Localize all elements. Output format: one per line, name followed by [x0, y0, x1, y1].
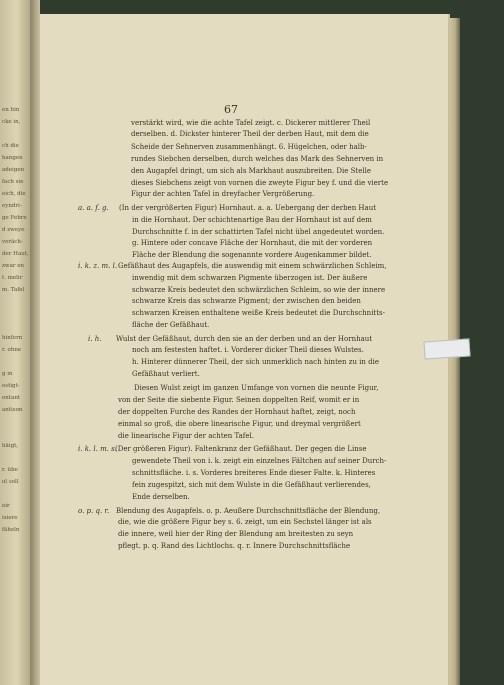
- gutter-text: isiere: [2, 515, 18, 521]
- text-line: schwarze Kreis bedeutet den schwärzlichen Schleim, so wie der innere: [132, 286, 386, 294]
- text-line: schwarze Kreis das schwarze Pigment; der zwischen den beiden: [132, 297, 361, 305]
- gutter-text: ol soll: [2, 479, 19, 485]
- text-line: fläche der Gefäßhaut.: [132, 321, 210, 329]
- gutter-text: eir: [2, 503, 10, 509]
- gutter-text: antison: [2, 407, 23, 413]
- text-line: Figur der achten Tafel in dreyfacher Vergrößerung.: [131, 190, 315, 198]
- text-line: (In der vergrößerten Figur) Hornhaut. a. a. Uebergang der derben Haut: [119, 204, 377, 212]
- gutter-text: zwar en: [2, 263, 25, 269]
- text-line: schwarzen Kreisen enthaltene weiße Kreis bedeutet die Durchschnitts-: [132, 309, 386, 317]
- entry-label: i. k. z. m. l.: [78, 262, 118, 270]
- gutter-text: r. übe: [2, 467, 18, 473]
- text-line: den Augapfel dringt, um sich als Markhaut auszubreiten. Die Stelle: [131, 167, 371, 175]
- text-line: rundes Siebchen derselben, durch welches das Mark des Sehnerven in: [131, 155, 384, 163]
- page-number: 67: [224, 103, 238, 116]
- entry-label: i. h.: [88, 335, 102, 343]
- gutter-text: fäheln: [2, 527, 20, 533]
- text-line: Blendung des Augapfels. o. p. Aeußere Durchschnittsfläche der Blendung,: [116, 507, 381, 515]
- text-line: g. Hintere oder concave Fläche der Hornhaut, die mit der vorderen: [132, 239, 373, 247]
- text-line: Durchschnitte f. in der schattirten Tafel nicht übel angedeutet worden.: [132, 228, 385, 236]
- text-line: Ende derselben.: [132, 493, 190, 501]
- text-line: (Der größeren Figur). Faltenkranz der Gefäßhaut. Der gegen die Linse: [115, 445, 367, 453]
- text-line: noch am festesten haftet. i. Vorderer dicker Theil dieses Wulstes.: [132, 346, 364, 354]
- entry-label: a. a. f. g.: [78, 204, 109, 212]
- gutter-text: hangen: [2, 155, 23, 161]
- text-line: inwendig mit dem schwarzen Pigmente überzogen ist. Der äußere: [132, 274, 368, 282]
- text-line: Gefäßhaut des Augapfels, die auswendig mit einem schwärzlichen Schleim,: [118, 262, 387, 270]
- gutter-text: ontant: [2, 395, 21, 401]
- gutter-text: estigt-: [2, 383, 20, 389]
- gutter-text: eyndri-: [2, 203, 22, 209]
- text-line: h. Hinterer dünnerer Theil, der sich unmerklich nach hinten zu in die: [132, 358, 380, 366]
- text-line: die innere, weil hier der Ring der Blendung am breitesten zu seyn: [118, 530, 354, 538]
- text-line: Diesen Wulst zeigt im ganzen Umfange von vornen die neunte Figur,: [134, 384, 379, 392]
- text-line: von der Seite die siebente Figur. Seinen doppelten Reif, womit er in: [118, 396, 360, 404]
- text-line: fein zugespitzt, sich mit dem Wulste in die Gefäßhaut verlierendes,: [132, 481, 371, 489]
- gutter-text: häigt,: [2, 443, 19, 449]
- gutter-text: fach sie: [2, 179, 24, 185]
- text-line: schnittsfläche. i. s. Vorderes breiteres Ende dieser Falte. k. Hinteres: [132, 469, 376, 477]
- text-line: einmal so groß, die obere linearische Figur, und dreymal vergrößert: [118, 420, 361, 428]
- gutter-text: r. ohne: [2, 347, 22, 353]
- gutter-text: ge Febre: [2, 215, 27, 221]
- gutter-text: m. Tafel: [2, 287, 25, 293]
- gutter-text: der Haut,: [2, 251, 29, 257]
- text-line: gewendete Theil von i. k. zeigt ein einzelnes Fältchen auf seiner Durch-: [132, 457, 387, 465]
- gutter-text: en hin: [2, 107, 20, 113]
- gutter-text: d zweye: [2, 227, 25, 233]
- text-line: die, wie die größere Figur bey s. 6. zeigt, um ein Sechstel länger ist als: [118, 518, 372, 526]
- entry-label: i. k. l. m. s.: [78, 445, 117, 453]
- gutter-text: cke in,: [2, 119, 21, 125]
- gutter-text: ch die: [2, 143, 19, 149]
- gutter-text: g in: [2, 371, 13, 377]
- text-line: die linearische Figur der achten Tafel.: [118, 432, 255, 440]
- text-line: Scheide der Sehnerven zusammenhängt. 6. Hügelchen, oder halb-: [131, 143, 367, 151]
- text-line: derselben. d. Dickster hinterer Theil der derben Haut, mit dem die: [131, 130, 369, 138]
- text-line: der doppelten Furche des Randes der Hornhaut haftet, zeigt, noch: [118, 408, 356, 416]
- text-line: Gefäßhaut verliert.: [132, 370, 200, 378]
- text-line: in die Hornhaut. Der schichtenartige Bau der Hornhaut ist auf dem: [132, 216, 372, 224]
- text-line: Wulst der Gefäßhaut, durch den sie an der derben und an der Hornhaut: [116, 335, 373, 343]
- text-line: Fläche der Blendung die sogenannte vordere Augenkammer bildet.: [132, 251, 372, 259]
- gutter-text: t. melir: [2, 275, 23, 281]
- text-line: verstärkt wird, wie die achte Tafel zeigt. c. Dickerer mittlerer Theil: [131, 119, 371, 127]
- gutter-text: veräch-: [2, 239, 23, 245]
- gutter-text: eich, die: [2, 191, 26, 197]
- gutter-text: hinfern: [2, 335, 23, 341]
- gutter-text: adeigen: [2, 167, 25, 173]
- entry-label: o. p. q. r.: [78, 507, 110, 515]
- text-line: dieses Siebchens zeigt von vornen die zweyte Figur bey f. und die vierte: [131, 179, 389, 187]
- text-line: pflegt. p. q. Rand des Lichtlochs. q. r. Innere Durchschnittsfläche: [118, 542, 351, 550]
